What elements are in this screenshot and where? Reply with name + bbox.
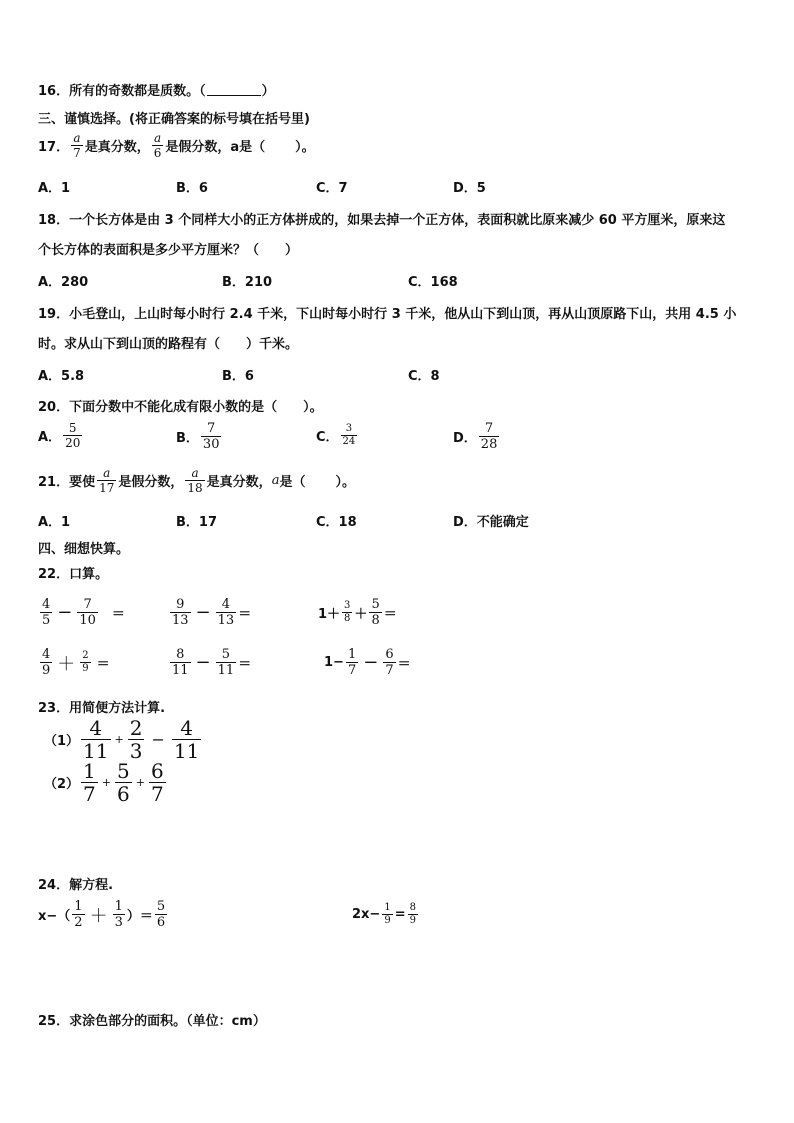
question-17-text-2: 是假分数，a是（: [165, 140, 266, 155]
fraction-a-over-6: $\frac{a}{6}$: [153, 131, 162, 160]
q21-option-b[interactable]: B．17: [176, 515, 217, 530]
q21-option-d[interactable]: D．不能确定: [453, 515, 529, 530]
question-20: 20．下面分数中不能化成有限小数的是（ ）。: [38, 400, 323, 415]
question-18-line-1: 18．一个长方体是由 3 个同样大小的正方体拼成的，如果去掉一个正方体，表面积就比原来减少 60 平方厘米，原来这: [38, 213, 726, 228]
q18-option-c[interactable]: C．168: [408, 275, 458, 290]
simplify-calc-2: （2） $\frac{1}{7}$ + $\frac{5}{6}$ + $\frac{6}{7}$: [44, 759, 164, 806]
question-25: 25．求涂色部分的面积。（单位：cm）: [38, 1014, 266, 1029]
q19-option-b[interactable]: B．6: [222, 369, 254, 384]
q17-option-a[interactable]: A．1: [38, 181, 71, 196]
equation-2: 2x− $\frac{1}{9}$ = $\frac{8}{9}$: [352, 902, 416, 926]
q17-option-d[interactable]: D．5: [453, 181, 486, 196]
answer-blank-16[interactable]: [207, 83, 261, 96]
question-21-end: ）。: [335, 475, 355, 490]
fraction-a-over-7: $\frac{a}{7}$: [73, 131, 81, 160]
q19-option-c[interactable]: C．8: [408, 369, 440, 384]
q20-option-a[interactable]: A． $\frac{5}{20}$: [38, 421, 81, 450]
question-16-close: ）: [261, 84, 275, 99]
question-21-text-1: 是假分数，: [118, 475, 184, 490]
q20-option-b[interactable]: B． $\frac{7}{30}$: [176, 421, 220, 452]
section-3-heading: 三、谨慎选择。(将正确答案的标号填在括号里): [38, 112, 310, 127]
q21-option-a[interactable]: A．1: [38, 515, 71, 530]
question-24-title: 24．解方程.: [38, 878, 114, 893]
question-19-line-2: 时。求从山下到山顶的路程有（ ）千米。: [38, 337, 299, 352]
question-21-text-3: 是（: [279, 475, 306, 490]
q17-option-c[interactable]: C．7: [316, 181, 348, 196]
question-21-prefix: 21．要使: [38, 475, 96, 490]
q18-option-a[interactable]: A．280: [38, 275, 89, 290]
mental-calc-4: $\frac{4}{9}$ ＋ $\frac{2}{9}$ ＝: [42, 647, 110, 678]
q20-option-d[interactable]: D． $\frac{7}{28}$: [453, 421, 498, 452]
question-22-title: 22．口算。: [38, 567, 109, 582]
question-19-line-1: 19．小毛登山，上山时每小时行 2.4 千米，下山时每小时行 3 千米，他从山下到山顶，再从山顶原路下山，共用 4.5 小: [38, 307, 737, 322]
mental-calc-3: 1＋ $\frac{3}{8}$ ＋ $\frac{5}{8}$ ＝: [318, 597, 397, 628]
question-18-line-2: 个长方体的表面积是多少平方厘米？（ ）: [38, 243, 299, 258]
question-21: [38, 467, 355, 494]
simplify-calc-1: （1） $\frac{4}{11}$ + $\frac{2}{3}$ − $\frac{4}{11}$: [44, 716, 200, 763]
q18-option-b[interactable]: B．210: [222, 275, 273, 290]
question-17-end: ）。: [295, 140, 315, 155]
q19-option-a[interactable]: A．5.8: [38, 369, 85, 384]
question-23-title: 23．用简便方法计算.: [38, 701, 166, 716]
question-17: [38, 132, 315, 159]
equation-1: x−（ $\frac{1}{2}$ ＋ $\frac{1}{3}$ ）＝ $\frac{5}{6}$: [38, 899, 166, 930]
section-4-heading: 四、细想快算。: [38, 542, 130, 557]
fraction-a-over-17: $\frac{a}{17}$: [99, 466, 115, 495]
question-17-number: 17．: [38, 140, 70, 155]
q17-option-b[interactable]: B．6: [176, 181, 208, 196]
question-21-text-2: 是真分数，: [206, 475, 272, 490]
q20-option-c[interactable]: C． $\frac{3}{24}$: [316, 423, 356, 447]
mental-calc-2: $\frac{9}{13}$ − $\frac{4}{13}$ ＝: [172, 597, 252, 628]
q21-option-c[interactable]: C．18: [316, 515, 357, 530]
question-16: [38, 80, 275, 99]
variable-a: a: [271, 473, 280, 488]
question-17-text-1: 是真分数，: [84, 140, 150, 155]
mental-calc-1: $\frac{4}{5}$ − $\frac{7}{10}$ ＝: [42, 597, 125, 628]
mental-calc-6: 1− $\frac{1}{7}$ − $\frac{6}{7}$ ＝: [324, 647, 411, 678]
fraction-a-over-18: $\frac{a}{18}$: [187, 466, 203, 495]
mental-calc-5: $\frac{8}{11}$ − $\frac{5}{11}$ ＝: [172, 647, 252, 678]
question-16-text: 16．所有的奇数都是质数。（: [38, 84, 206, 99]
